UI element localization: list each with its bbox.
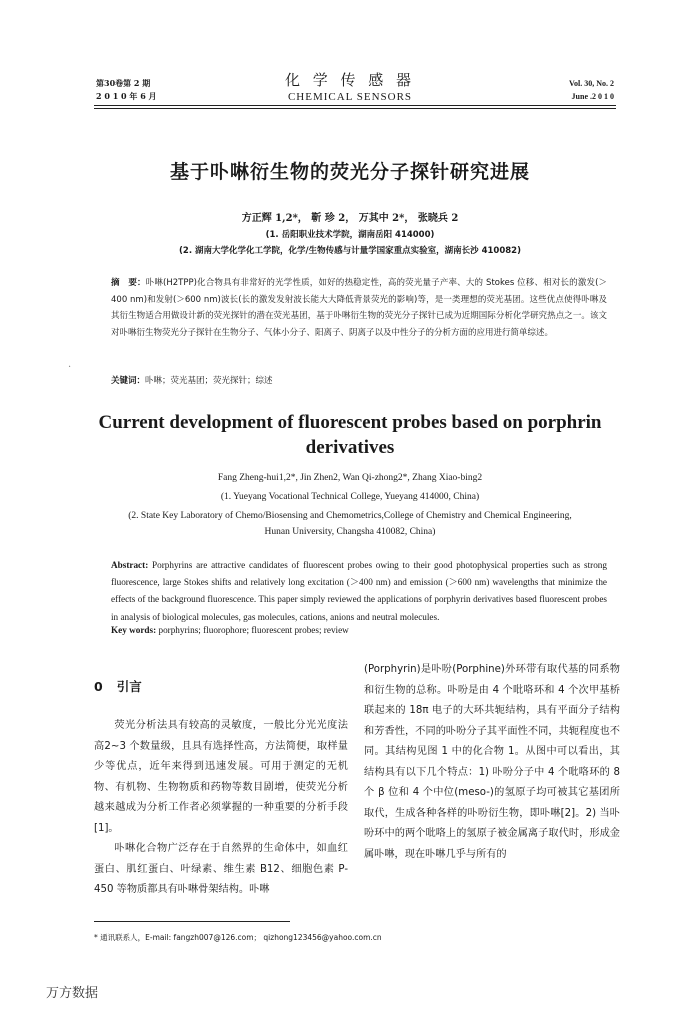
date-cn: 2 0 1 0 年 6 月	[96, 91, 157, 101]
section-title: 引言	[116, 679, 142, 694]
section-heading	[94, 677, 156, 695]
keywords-cn-label: 关键词：	[111, 376, 146, 386]
footnote-rule	[94, 921, 290, 922]
title-cn: 基于卟啉衍生物的荧光分子探针研究进展	[169, 161, 530, 183]
affiliation-cn-1: (1. 岳阳职业技术学院，湖南岳阳 414000)	[265, 230, 435, 240]
section-number: 0	[94, 679, 103, 694]
affiliation-en-2: (2. State Key Laboratory of Chemo/Biosensing and Chemometrics,College of Chemistry and Chemical Engineering,	[128, 511, 572, 521]
volume-issue: 第30卷第 2 期	[96, 78, 151, 88]
keywords-en-label: Key words:	[111, 625, 157, 635]
abstract-en-label: Abstract:	[111, 560, 149, 570]
authors-cn: 方正辉 1,2*， 靳 珍 2， 万其中 2*， 张晓兵 2	[241, 213, 459, 224]
keywords-en-text: porphyrins; fluorophore; fluorescent probes; review	[158, 625, 349, 635]
journal-name-cn: 化 学 传 感 器	[284, 71, 416, 89]
abstract-en	[111, 557, 607, 626]
abstract-en-text: Porphyrins are attractive candidates of fluorescent probes owing to their good photophysical properties such as strong fluorescence, large Stokes shifts and relatively long excitation (＞400 nm) and emission (＞600 nm) wavelengths that minimize the effects of the background fluorescence. This paper simply reviewed the applications of porphyrin derivatives based fluorescent probes in analysis of biological molecules, gas molecules, cations, anions and neutral molecules.	[111, 560, 607, 622]
abstract-cn	[111, 275, 607, 342]
header-right	[569, 77, 614, 103]
watermark: 万方数据	[46, 986, 99, 1001]
affiliation-en-3: Hunan University, Changsha 410082, China)	[264, 527, 436, 537]
header-rule-thick	[94, 105, 616, 106]
title-en-line2: derivatives	[305, 437, 395, 458]
body-left-column	[94, 716, 348, 901]
right-paragraph: (Porphyrin)是卟吩(Porphine)外环带有取代基的同系物和衍生物的总称。卟吩是由 4 个吡咯环和 4 个次甲基桥联起来的 18π 电子的大环共轭结构，具有平面分子结构和芳香性，不同的卟吩分子其平面性不同，共轭程度也不同。其结构见图 1 中的化合物 1。从图中可以看出，其结构具有以下几个特点：1) 卟吩分子中 4 个吡咯环的 8 个 β 位和 4 个中位(meso-)的氢原子均可被其它基团所取代，生成各种各样的卟吩衍生物，即卟啉[2]。2) 当卟吩环中的两个吡咯上的氢原子被金属离子取代时，形成金属卟啉，现在卟啉几乎与所有的	[364, 664, 620, 860]
margin-dot: ·	[68, 362, 72, 373]
header-rule-thin	[94, 108, 616, 109]
left-paragraph-2: 卟啉化合物广泛存在于自然界的生命体中，如血红蛋白、肌红蛋白、叶绿素、维生素 B12、细胞色素 P-450 等物质都具有卟啉骨架结构。卟啉	[94, 843, 348, 895]
abstract-cn-label: 摘 要：	[111, 278, 146, 288]
date-en: June .2 0 1 0	[571, 92, 614, 101]
title-en-line1: Current development of fluorescent probes based on porphrin	[98, 412, 602, 433]
footnote: * 通讯联系人，E-mail: fangzh007@126.com； qizhong123456@yahoo.com.cn	[94, 933, 382, 942]
abstract-cn-text: 卟啉(H2TPP)化合物具有非常好的光学性质，如好的热稳定性，高的荧光量子产率、大的 Stokes 位移、相对长的激发(＞400 nm)和发射(＞600 nm)波长(长的激发发射波长能大大降低背景荧光的影响)等，是一类理想的荧光基团。这些优点使得卟啉及其衍生物适合用做设计新的荧光探针的潜在荧光基团，基于卟啉衍生物的荧光分子探针已成为近期国际分析化学研究热点之一。该文对卟啉衍生物荧光分子探针在生物分子、气体小分子、阳离子、阴离子以及中性分子的分析方面的应用进行简单综述。	[111, 278, 607, 339]
left-paragraph-1: 荧光分析法具有较高的灵敏度，一般比分光光度法高2~3 个数量级，且具有选择性高，方法简便，取样量少等优点，近年来得到迅速发展。可用于测定的无机物、有机物、生物物质和药物等数目剧增，使荧光分析越来越成为分析工作者必须掌握的一种重要的分析手段[1]。	[94, 720, 348, 834]
title-en	[0, 410, 700, 460]
journal-name-en: CHEMICAL SENSORS	[287, 91, 413, 103]
volume-en: Vol. 30, No. 2	[568, 79, 614, 88]
affiliation-en-1: (1. Yueyang Vocational Technical College, Yueyang 414000, China)	[220, 492, 480, 502]
keywords-en	[111, 625, 349, 635]
keywords-cn	[111, 374, 273, 386]
authors-en: Fang Zheng-hui1,2*, Jin Zhen2, Wan Qi-zhong2*, Zhang Xiao-bing2	[217, 473, 483, 483]
body-right-column	[364, 660, 620, 865]
keywords-cn-text: 卟啉；荧光基团；荧光探针；综述	[145, 376, 273, 386]
affiliation-cn-2: (2. 湖南大学化学化工学院，化学/生物传感与计量学国家重点实验室，湖南长沙 410082)	[179, 246, 521, 256]
